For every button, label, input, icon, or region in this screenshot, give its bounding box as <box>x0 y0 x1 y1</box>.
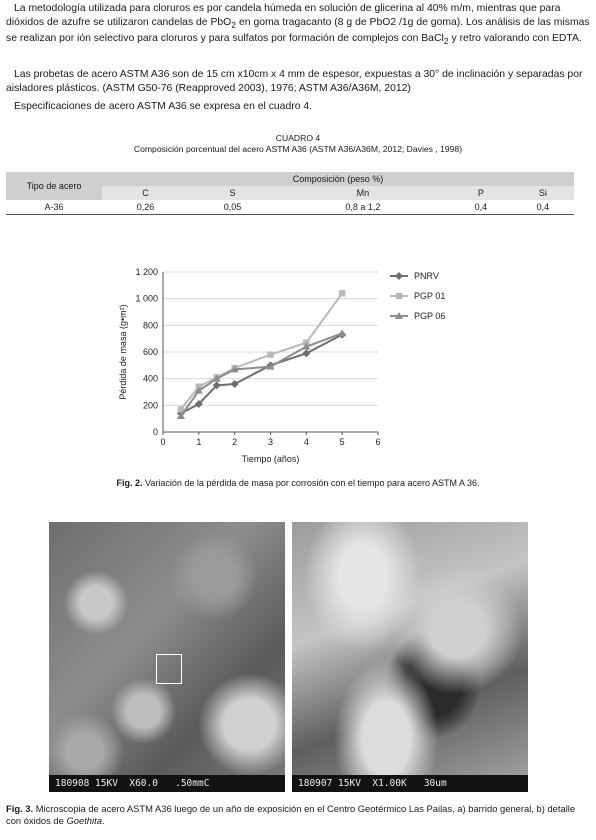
sem-image-general <box>49 522 285 792</box>
legend-marker <box>396 293 402 299</box>
y-axis-label: Pérdida de masa (g•m²) <box>118 304 128 400</box>
sem-image-detail <box>292 522 528 792</box>
data-point <box>231 380 239 388</box>
data-point <box>267 351 273 357</box>
table-caption <box>0 133 596 155</box>
x-tick-label: 6 <box>375 437 381 447</box>
fig3-caption: Fig. 3. Microscopia de acero ASTM A36 luego de un año de exposición en el Centro Geotérmico Las Pailas, a) barrido general, b) detalle con óxidos de Goethita. <box>6 803 576 826</box>
col-mn: Mn <box>276 186 450 200</box>
series-line-pgp-06 <box>181 333 342 416</box>
series-line-pnrv <box>181 335 342 414</box>
sem-left-databar: 180908 15KV X60.0 .50mmC <box>49 775 285 792</box>
col-p: P <box>450 186 512 200</box>
series-line-pgp-01 <box>181 293 342 409</box>
header-steel-type: Tipo de acero <box>6 172 102 200</box>
composition-table <box>6 172 574 215</box>
cell-s: 0,05 <box>189 200 276 215</box>
x-tick-label: 0 <box>160 437 166 447</box>
y-tick-label: 200 <box>142 400 158 411</box>
sem-right-databar: 180907 15KV X1.00K 30um <box>292 775 528 792</box>
table-row <box>6 200 574 215</box>
cell-si: 0,4 <box>512 200 574 215</box>
y-tick-label: 600 <box>142 347 158 357</box>
x-tick-label: 4 <box>303 437 309 447</box>
mass-loss-chart <box>90 262 510 472</box>
col-s: S <box>189 186 276 200</box>
x-axis-label: Tiempo (años) <box>241 454 300 464</box>
data-point <box>339 290 345 296</box>
x-tick-label: 3 <box>267 437 274 447</box>
fig2-caption: Fig. 2. Variación de la pérdida de masa por corrosión con el tiempo para acero ASTM A 36. <box>116 478 480 488</box>
cell-type: A-36 <box>6 200 102 215</box>
y-tick-label: 1 000 <box>135 293 158 304</box>
y-tick-label: 1 200 <box>135 267 158 277</box>
col-si: Si <box>512 186 574 200</box>
legend-label: PNRV <box>414 271 439 281</box>
methodology-paragraph: La metodología utilizada para cloruros es por candela húmeda en solución de glicerina al 40% m/m, mientras que para dióxidos de azufre se utilizaron candelas de PbO$_2$ en goma tragacanto (8 g de PbO2 /1g de goma). Los análisis de las mismas se realizan por ión selectivo para cloruros y para sulfatos por formación de complejos con BaCl$_2$ y retro valorando con EDTA. <box>6 3 590 47</box>
data-point <box>302 349 310 357</box>
table-caption-text: Composición porcentual del acero ASTM A36 (ASTM A36/A36M, 2012; Davies , 1998) <box>133 144 463 154</box>
header-composition: Composición (peso %) <box>102 172 574 186</box>
cell-c: 0,26 <box>102 200 189 215</box>
x-tick-label: 2 <box>232 437 238 447</box>
legend-label: PGP 01 <box>414 291 446 301</box>
x-tick-label: 1 <box>196 437 202 447</box>
x-tick-label: 5 <box>339 437 345 447</box>
y-tick-label: 400 <box>142 373 158 384</box>
legend-label: PGP 06 <box>414 311 446 321</box>
detail-region-box <box>156 654 182 684</box>
legend-marker <box>395 272 403 280</box>
table-caption-title: CUADRO 4 <box>275 133 321 143</box>
y-tick-label: 0 <box>152 427 158 437</box>
data-point <box>338 329 346 336</box>
col-c: C <box>102 186 189 200</box>
cell-mn: 0,8 a 1,2 <box>276 200 450 215</box>
y-tick-label: 800 <box>142 320 158 331</box>
specimens-paragraph: Las probetas de acero ASTM A36 son de 15 cm x10cm x 4 mm de espesor, expuestas a 30° de inclinación y separadas por aisladores plásticos. (ASTM G50-76 (Reapproved 2003), 1976; ASTM A36/A36M, 2012) <box>6 69 583 94</box>
cell-p: 0,4 <box>450 200 512 215</box>
specs-paragraph: Especificaciones de acero ASTM A36 se expresa en el cuadro 4. <box>14 101 313 112</box>
